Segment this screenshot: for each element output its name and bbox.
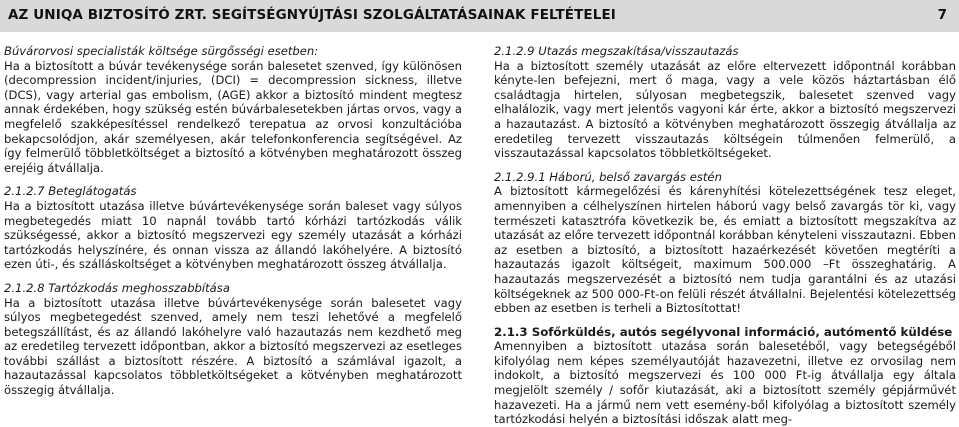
section-2-1-2-9-1-heading: 2.1.2.9.1 Háború, belső zavargás estén: [494, 169, 722, 184]
section-2-1-2-7-heading: 2.1.2.7 Beteglátogatás: [4, 184, 137, 199]
section-2-1-3-paragraph: Amennyiben a biztosított utazása során balesetéből, vagy betegségéből kifolyólag nem képes személyautóját hazavezetni, illetve ez orvosilag nem indokolt, a biztosító megszervezi és 100 000 Ft-ig átvállalja egy általa megjelölt személy / sofőr kiutazását, aki a biztosított személy gépjárművét hazavezeti. Ha a jármű nem vett esemény-ből kifolyólag a biztosított személy tartózkodási helyén a biztosítási időszak alatt meg-: [494, 339, 956, 427]
document-title: AZ UNIQA BIZTOSÍTÓ ZRT. SEGÍTSÉGNYÚJTÁSI SZOLGÁLTATÁSAINAK FELTÉTELEI: [8, 7, 616, 23]
section-2-1-3-heading: 2.1.3 Sofőrküldés, autós segélyvonal információ, autómentő küldése: [494, 324, 953, 339]
section-2-1-2-9-paragraph: Ha a biztosított személy utazását az előre eltervezett időpontnál korábban kényte-len befejezni, mert ő maga, vagy a vele közös háztartásban élő családtagja hirtelen, súlyosan megbetegszik, balesetet szenved vagy elhalálozik, vagy mert jelentős vagyoni kár érte, akkor a biztosító megszervezi a hazautazást. A biztosító a kötvényben meghatározott összegig átvállalja az eredetileg tervezett visszautazás költségein túlmenően felmerülő, a visszautazással kapcsolatos többletköltségeket.: [494, 58, 956, 161]
section-2-1-2-8-paragraph: Ha a biztosított utazása illetve búvártevékenysége során balesetet vagy súlyos megbetegedést szenved, amely nem teszi lehetővé a megfelelő betegszállítást, és az állandó lakóhelyre való hazautazás nem kezdhető meg az eredetileg tervezett időpontban, akkor a biztosító megszervezi az esetleges további szállást a biztosított részére. A biztosító a számlával igazolt, a hazautazással kapcsolatos többletköltségeket a kötvényben meghatározott összegig átvállalja.: [4, 295, 462, 398]
section-2-1-2-9-1-paragraph: A biztosított kármegelőzési és kárenyhítési kötelezettségének tesz eleget, amennyiben a célhelyszínen hirtelen háború vagy belső zavargás tör ki, vagy természeti katasztrófa következik be, és emiatt a biztosított megszakítva az utazását az előre tervezett időpontnál korábban kényteleni visszautazni. Ebben az esetben a biztosító, a biztosított hazaérkezését követően megtéríti a hazautazás igazolt költségeit, maximum 500.000 –Ft összeghatárig. A hazautazás megszervezését a biztosító nem tudja garantálni és az utazási költségeknek az 500 000-Ft-on felüli részét átvállalni. Bejelentési kötelezettség ebben az esetben is terheli a Biztosítottat!: [494, 184, 956, 316]
right-column: [494, 44, 956, 427]
page-header: [0, 0, 959, 32]
intro-paragraph: Ha a biztosított a búvár tevékenysége során balesetet szenved, így különösen (decompression incident/injuries, (DCI) = decompression sickness, illetve (DCS), vagy arterial gas embolism, (AGE) akkor a biztosító mindent megtesz annak érdekében, hogy szükség estén búvárbalesetekben jártas orvos, vagy a megfelelő szakképesítéssel rendelkező terepatua az orvosi konzultációba bekapcsolódjon, akár személyesen, akár telefonkonferencia segítségével. Az így felmerülő többletköltséget a biztosító a kötvényben meghatározott összeg erejéig átvállalja.: [4, 58, 462, 175]
spacer: [4, 175, 462, 184]
section-2-1-2-9-heading: 2.1.2.9 Utazás megszakítása/visszautazás: [494, 44, 739, 58]
section-2-1-2-7-paragraph: Ha a biztosított utazása illetve búvártevékenysége során baleset vagy súlyos megbetegedés miatt 10 napnál tovább tartó kórházi tartózkodás válik szükségessé, akkor a biztosító megszervezi egy személy utazását a kórházi tartózkodás helyszínére, és onnan vissza az állandó lakóhelyére. A biztosító ezen úti-, és szálláskoltséget a kötvényben meghatározott összeg átvállalja.: [4, 198, 462, 272]
intro-heading: Búvárorvosi specialisták költsége sürgősségi esetben:: [4, 44, 319, 58]
page-number: 7: [937, 7, 947, 23]
spacer: [494, 316, 956, 325]
spacer: [4, 272, 462, 281]
left-column: [4, 44, 462, 398]
section-2-1-2-8-heading: 2.1.2.8 Tartózkodás meghosszabbítása: [4, 280, 230, 295]
spacer: [494, 161, 956, 170]
